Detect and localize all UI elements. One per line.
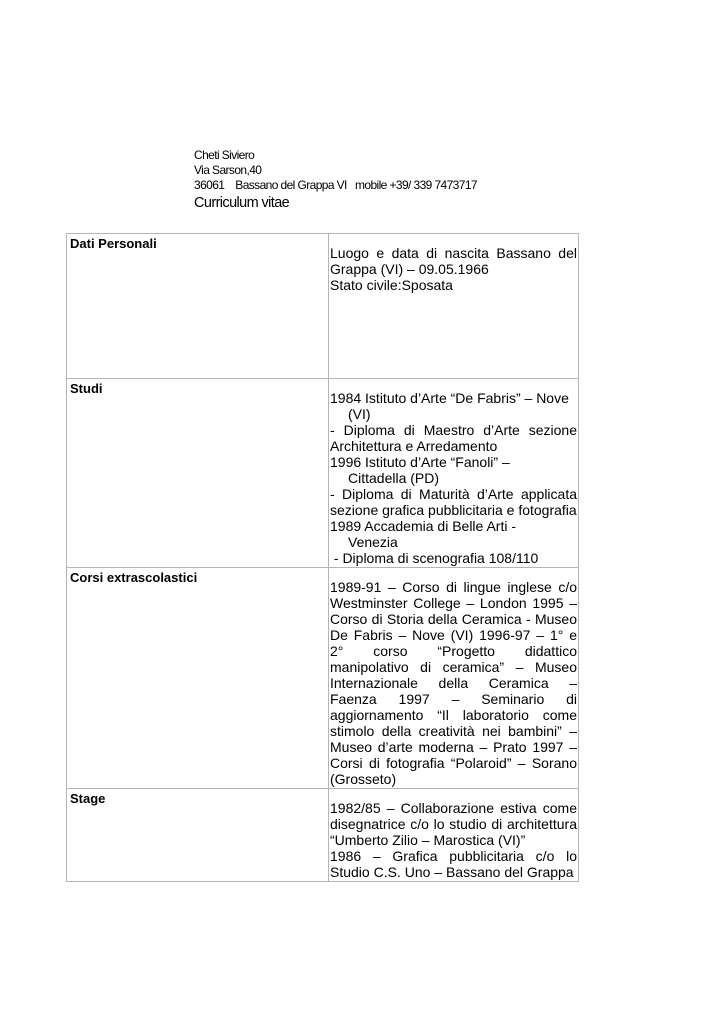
section-label: Dati Personali	[67, 234, 329, 379]
study-line: (VI)	[348, 406, 371, 422]
section-row-corsi-extrascolastici	[67, 568, 579, 789]
section-content	[329, 568, 579, 789]
study-line: 1989 Accademia di Belle Arti -	[330, 518, 516, 534]
study-line: 1984 Istituto d’Arte “De Fabris” – Nove	[330, 390, 569, 406]
section-row-dati-personali	[67, 234, 579, 379]
section-content	[329, 234, 579, 379]
cv-header	[194, 148, 477, 213]
study-line: - Diploma di Maturità d’Arte applicata sezione grafica pubblicitaria e fotografia	[330, 486, 577, 518]
study-line: - Diploma di Maestro d’Arte sezione Architettura e Arredamento	[330, 422, 577, 454]
name: Cheti Siviero	[194, 148, 255, 162]
section-label: Studi	[67, 379, 329, 568]
stage-line: 1982/85 – Collaborazione estiva come disegnatrice c/o lo studio di architettura “Umberto Zilio – Marostica (VI)”	[330, 800, 577, 848]
document-title: Curriculum vitae	[194, 195, 290, 211]
marital-status: Stato civile:Sposata	[330, 277, 453, 293]
section-row-stage	[67, 789, 579, 882]
stage-line: 1986 – Grafica pubblicitaria c/o lo Studio C.S. Uno – Bassano del Grappa	[330, 848, 577, 880]
study-line: - Diploma di scenografia 108/110	[330, 550, 539, 566]
section-content	[329, 379, 579, 568]
study-line: 1996 Istituto d’Arte “Fanoli” –	[330, 454, 510, 470]
study-line: Venezia	[348, 534, 398, 550]
courses-text: 1989-91 – Corso di lingue inglese c/o Westminster College – London 1995 – Corso di Storia della Ceramica - Museo De Fabris – Nove (VI) 1996-97 – 1° e 2° corso “Progetto didattico manipolativo di ceramica” – Museo Internazionale della Ceramica – Faenza 1997 – Seminario di aggiornamento “Il laboratorio come stimolo della creatività nei bambini” – Museo d’arte moderna – Prato 1997 – Corsi di fotografia “Polaroid” – Sorano (Grosseto)	[330, 579, 577, 787]
section-content	[329, 789, 579, 882]
birth-info: Luogo e data di nascita Bassano del Grappa (VI) – 09.05.1966	[330, 245, 577, 277]
cv-table	[66, 233, 579, 882]
section-label: Stage	[67, 789, 329, 882]
section-row-studi	[67, 379, 579, 568]
study-line: Cittadella (PD)	[348, 470, 440, 486]
city-phone: 36061 Bassano del Grappa VI mobile +39/ 339 7473717	[194, 178, 477, 192]
address: Via Sarson,40	[194, 163, 262, 177]
section-label: Corsi extrascolastici	[67, 568, 329, 789]
